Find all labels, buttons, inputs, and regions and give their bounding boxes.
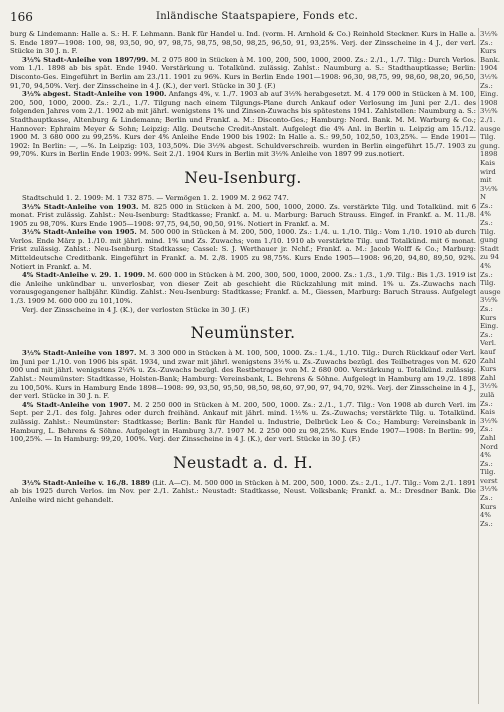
edge-fragment: Kurs [480,502,497,511]
loan-title: 3½% abgest. Stadt-Anleihe von 1900. [22,90,167,99]
page-header [10,10,504,26]
paragraph [10,228,476,271]
edge-fragment: Tilg. [480,227,496,236]
main-column [10,30,476,505]
edge-fragment: Nord [480,442,498,451]
paragraph [10,479,476,505]
loan-text: M. 500 000 in Stücken à M. 200, 500, 1000. Zs.: 1./4. u. 1./10. Tilg.: Vom 1./10. 1910 ab durch Verlos. Ende März p. 1./10. mit jährl. mind. 1% und Zs. Zuwachs; vom 1./10. 1910 ab verstärkte Tilg. und Totalkünd. mit 6 monat. Frist zulässig. Zahlst.: Neu-Isenburg: Stadtkasse; Cassel: S. J. Werthauer jr. Nchf.; Frankf. a. M.: Jacob Wolff & Co.; Marburg: Mitteldeutsche Creditbank. Eingeführt in Frankf. a. M. 2./8. 1905 zu 98,75%. Kurs Ende 1905—1908: 96,20, 94,80, 89,50, 92%. Notiert in Frankf. a. M. [10,228,476,271]
edge-fragment: Kurs [480,313,497,322]
edge-fragment: 3½% [480,382,498,391]
loan-text: M. 825 000 in Stücken à M. 200, 500, 1000, 2000. Zs. verstärkte Tilg. und Totalkünd. mit 6 monat. Frist zulässig. Zahlst.: Neu-Isenburg: Stadtkasse; Frankf. a. M. u. Marburg: Baruch Strauss. Eingef. in Frankf. a. M. 11./8. 1905 zu 98,70%. Kurs Ende 1905—1908: 97,75, 94,50, 90,50, 91%. Notiert in Frankf. a. M. [10,202,476,228]
edge-fragment: Zs.: [480,494,493,503]
paragraph [10,56,476,90]
edge-fragment: Zs.: [480,399,493,408]
edge-fragment: Kais [480,408,495,417]
paragraph [10,203,476,229]
edge-fragment: Zs.: [480,81,493,90]
edge-fragment: zu 94 [480,253,500,262]
loan-title: 3½% Stadt-Anleihe von 1903. [22,202,139,211]
loan-title: 4% Stadt-Anleihe v. 29. 1. 1909. [22,271,146,280]
edge-fragment: Tilg. [480,468,496,477]
edge-fragment: 2./1. [480,115,496,124]
paragraph [10,401,476,444]
edge-fragment: 1908 [480,98,498,107]
edge-fragment: Zs.: [480,305,493,313]
loan-text: M. 2 250 000 in Stücken à M. 200, 500, 1000. Zs.: 2./1., 1./7. Tilg.: Von 1908 ab durch Verl. im Sept. per 2./1. des folg. Jahres oder durch freihänd. Ankauf mit jährl. mind. 1½% u. Zs.-Zuwachs; verstärkte Tilg. u. Totalkünd. zulässig. Zahlst.: Neumünster: Stadtkasse; Berlin: Bank für Handel u. Industrie, Delbrück Leo & Co.; Hamburg: Vereinsbank in Hamburg, L. Behrens & Söhne. Aufgelegt in Hamburg 3./7. 1907 M. 2 250 000 zu 98,25%. Kurs Ende 1907—1908: In Berlin: 99, 100,25%. — In Hamburg: 99,20, 100%. Verj. der Zinsscheine in 4 J. (K.), der verl. Stücke in 30 J. (F.) [10,400,476,444]
edge-fragment: wird [480,167,496,176]
edge-fragment: 3½% [480,416,498,425]
edge-fragment: Kais [480,158,495,167]
loan-title: 4% Stadt-Anleihe von 1907. [22,400,131,409]
edge-fragment: Zahl [480,373,496,382]
edge-fragment: 4% [480,511,491,520]
edge-fragment: 3½% [480,184,498,193]
edge-fragment: Kurs [480,47,497,56]
edge-fragment: 4% [480,262,491,271]
edge-fragment: Eing. [480,90,499,99]
edge-fragment: 3½% [480,30,498,38]
edge-fragment: gung [480,236,498,245]
loan-text: M. 2 075 800 in Stücken à M. 100, 200, 500, 1000, 2000. Zs.: 2./1., 1./7. Tilg.: Durch Verlos. vom 1./1. 1898 ab bis spät. Ende 1940. Verstärkung u. Totalkünd. zulässig. Zahlst.: Naumburg a. S.: Stadthauptkasse; Berlin: Disconto-Ges. Eingeführt in Berlin am 23./11. 1901 zu 96%. Kurs in Berlin Ende 1901—1908: 96,30, 98,75, 99, 98,60, 98,20, 96,50, 91,70, 94,50%. Verj. der Zinsscheine in 4 J. (K.), der verl. Stücke in 30 J. (F.) [10,55,476,90]
edge-fragment: ausge [480,124,501,133]
paragraph [10,271,476,305]
edge-fragment: 1898 [480,150,498,159]
edge-fragment: zulä [480,390,495,399]
edge-fragment: Zahl [480,356,496,365]
loan-title: 3½% Stadt-Anleihe v. 16./8. 1889 [22,478,150,487]
edge-fragment: Verl. [480,339,497,348]
loan-title: 3½% Stadt-Anleihe von 1897. [22,349,137,358]
edge-fragment: 4% [480,210,491,219]
edge-fragment: Zs.: [480,270,493,279]
loan-title: 3½% Stadt-Anleihe von 1905. [22,228,137,237]
loan-text: M. 3 300 000 in Stücken à M. 100, 500, 1000. Zs.: 1./4., 1./10. Tilg.: Durch Rückkauf oder Verl. im Juni per 1./10. von 1906 bis spät. 1934, und zwar mit jährl. wenigstens 3½% u. Zs.-Zuwachs bezügl. des Teilbetrages von M. 620 000 und mit jährl. wenigstens 2¼% u. Zs.-Zuwachs bezügl. des Restbetrages von M. 2 680 000. Verstärkung u. Totalkünd. zulässig. Zahlst.: Neumünster: Stadtkasse, Holsten-Bank; Hamburg: Vereinsbank, L. Behrens & Söhne. Aufgelegt in Hamburg am 19./2. 1898 zu 100,50%. Kurs in Hamburg Ende 1898—1908: 99, 93,50, 95,50, 98,50, 98,60, 97,90, 97, 94,70, 92%. Verj. der Zinsscheine in 4 J., der verl. Stücke in 30 J. n. F. [10,349,476,401]
paragraph [10,90,476,159]
section-title: Neu-Isenburg. [184,168,302,187]
edge-fragment: Zs.: [480,219,493,228]
edge-fragment: gung. [480,141,500,150]
loan-text: (Lit. A—C). M. 500 000 in Stücken à M. 200, 500, 1000. Zs.: 2./1., 1./7. Tilg.: Vom 2./1. 1891 ab bis 1925 durch Verlos. im Nov. per 2./1. Zahlst.: Neustadt: Stadtkasse, Neust. Volksbank; Frankf. a. M.: Dresdner Bank. Die Anleihe wird nicht gehandelt. [10,478,476,504]
edge-fragment: Zs.: [480,38,493,47]
paragraph: burg & Lindemann: Halle a. S.: H. F. Lehmann. Bank für Handel u. Ind. (vorm. H. Arnhold & Co.) Reinhold Steckner. Kurs in Halle a. S. Ende 1897—1908: 100, 98, 93,50, 90, 97, 98,75, 98,75, 98,50, 98,25, 96,50, 91, 93,25%. Verj. der Zinsscheine in 4 J., der verl. Stücke in 30 J. n. F. [10,30,476,56]
edge-fragment: Kurs [480,365,497,374]
adjacent-page-edge [480,30,504,700]
running-title: Inländische Staatspapiere, Fonds etc. [155,11,359,22]
section-title: Neustadt a. d. H. [173,453,313,472]
paragraph: Verj. der Zinsscheine in 4 J. (K.), der verlosten Stücke in 30 J. (F.) [22,305,250,314]
loan-title: 3½% Stadt-Anleihe von 1897/99. [22,55,149,64]
edge-fragment: mit [480,176,492,185]
edge-fragment: kauf [480,347,496,356]
loan-text: M. 600 000 in Stücken à M. 200, 300, 500, 1000, 2000. Zs.: 1./3., 1./9. Tilg.: Bis 1./3. 1919 ist die Anleihe unkündbar u. unverlosbar, von dieser Zeit ab geschieht die Rückzahlung mit mind. 1% u. Zs.-Zuwachs nach vorausgegangener halbjähr. Kündig. Zahlst.: Neu-Isenburg: Stadtkasse; Frankf. a. M., Giessen, Marburg: Baruch Strauss. Aufgelegt 1./3. 1909 M. 600 000 zu 101,10%. [10,271,476,306]
loan-text: Anfangs 4%, v. 1./7. 1903 ab auf 3½% herabgesetzt. M. 4 179 000 in Stücken à M. 100, 200, 500, 1000, 2000. Zs.: 2./1., 1./7. Tilgung nach einem Tilgungs-Plane durch Ankauf oder Verlosung im Juni per 2./1. des folgenden Jahres vom 2./1. 1902 ab mit jährl. wenigstens 1% und Zinsen-Zuwachs bis spätestens 1941. Zahlstellen: Naumburg a. S.: Stadthauptkasse, Altenburg & Lindemann; Berlin und Frankf. a. M.: Disconto-Ges.; Hamburg: Nord. Bank. M. M. Warburg & Co.; Hannover: Ephraim Meyer & Sohn; Leipzig: Allg. Deutsche Credit-Anstalt. Aufgelegt die 4% Anl. in Berlin u. Leipzig am 15./12. 1900 M. 3 680 000 zu 99,25%. Kurs der 4% Anleihe Ende 1900 bis 1902: In Halle a. S.: 99,50, 102,50, 103,25%. — Ende 1901—1902: In Berlin: —, —%. In Leipzig: 103, 103,50%. Die 3½% abgest. Schuldverschreib. wurden in Berlin eingeführt 15./7. 1903 zu 99,70%. Kurs in Berlin Ende 1903: 99%. Seit 2./1. 1904 Kurs in Berlin mit 3½% Anleihe von 1897 99 zus.notiert. [10,90,476,159]
edge-fragment: Zs.: [480,459,493,468]
edge-fragment: 3½% [480,296,498,305]
column-divider [478,28,479,704]
edge-fragment: Tilg. [480,133,496,142]
edge-fragment: 3½% [480,485,498,494]
edge-fragment: 4% [480,451,491,460]
paragraph: Stadtschuld 1. 2. 1909: M. 1 732 875. — Vermögen 1. 2. 1909 M. 2 962 747. [22,193,289,202]
edge-fragment: Zs.: [480,425,493,434]
edge-fragment: 3½% [480,107,498,116]
edge-fragment: Zs.: [480,519,493,528]
section-title: Neumünster. [190,324,296,343]
edge-fragment: Tilg. [480,279,496,288]
edge-fragment: Bank. [480,55,500,64]
edge-fragment: Eing. [480,322,499,331]
edge-fragment: Zs.: [480,330,493,339]
paragraph [10,349,476,401]
edge-fragment: Zs.: [480,201,493,210]
edge-fragment: verst [480,476,498,485]
edge-fragment: N [480,193,487,202]
page-number: 166 [10,10,33,24]
edge-fragment: 3½% [480,72,498,81]
edge-fragment: 1904 [480,64,498,73]
edge-fragment: Stadt [480,244,499,253]
edge-fragment: ausge [480,287,501,296]
edge-fragment: Zahl [480,433,496,442]
